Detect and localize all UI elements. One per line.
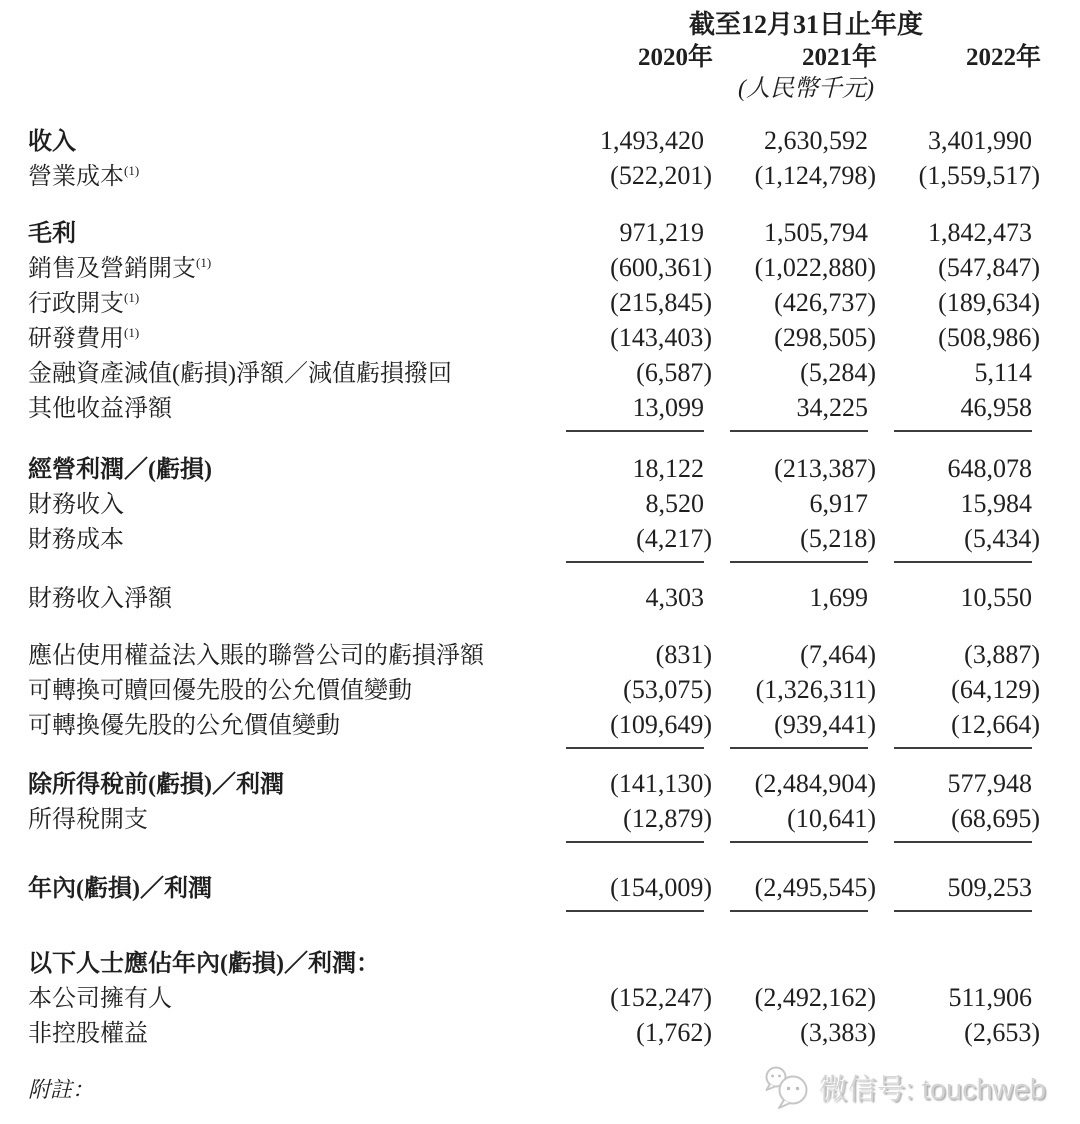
header-cols-area [540,8,1032,42]
period-title: 截至12月31日止年度 [688,10,923,39]
row-label-text: 應佔使用權益法入賬的聯營公司的虧損淨額 [28,643,484,669]
row-label [28,218,540,251]
row-label-text: 毛利 [28,221,76,247]
value-2022: 648,078 [947,454,1032,483]
column-underline [566,747,704,749]
row-label-text: 本公司擁有人 [28,986,172,1012]
column-rule-row [28,906,1032,918]
row-label-text: 收入 [28,129,76,155]
value-2022: (547,847) [938,253,1040,282]
year-header-2022: 2022年 [965,44,1041,71]
value-2021: (7,464) [800,640,876,669]
column-underline [730,561,868,563]
watermark-text: 微信号: touchweb [818,1073,1046,1106]
column-rule-row [28,426,1032,438]
value-2022: 511,906 [948,983,1032,1012]
value-2020: (6,587) [636,358,712,387]
value-2021: (1,124,798) [754,161,876,190]
rule-cell-2021 [704,837,868,849]
rule-cell-2022 [868,743,1032,755]
year-header-2020: 2020年 [637,44,713,71]
table-row [28,321,1040,356]
column-underline [566,841,704,843]
value-2021: (2,492,162) [754,983,876,1012]
rule-cell-2020 [540,743,704,755]
column-underline [730,747,868,749]
table-row [28,981,1032,1016]
header-cols-area [540,74,1032,104]
value-2021: (2,495,545) [754,873,876,902]
value-2021: 1,699 [809,583,868,612]
row-label [28,873,540,906]
row-label [28,710,540,743]
value-2022: 46,958 [960,393,1032,422]
row-label-text: 行政開支 [28,291,124,317]
rule-cell-2022 [868,557,1032,569]
column-underline [566,561,704,563]
row-label-text: 財務收入淨額 [28,586,172,612]
value-2020: (4,217) [636,524,712,553]
value-2020: (53,075) [623,675,712,704]
value-2021: (10,641) [787,804,876,833]
table-header-period [28,8,1032,42]
table-row [28,802,1040,837]
footnote-ref: (1) [124,163,140,178]
value-2020: (109,649) [610,710,712,739]
row-label [28,583,540,616]
row-label [28,1018,540,1051]
table-row [28,251,1040,286]
table-row [28,948,1032,981]
rule-label-spacer [28,906,540,918]
row-label [28,769,540,802]
column-underline [566,430,704,432]
row-label [28,288,540,321]
column-underline [730,910,868,912]
year-header-2021: 2021年 [801,44,877,71]
value-2021: (298,505) [774,323,876,352]
table-row [28,159,1040,194]
row-label [28,983,540,1016]
rule-cell-2022 [868,837,1032,849]
row-label-text: 財務收入 [28,492,124,518]
table-row [28,356,1032,391]
value-2022: (5,434) [964,524,1040,553]
table-row [28,673,1040,708]
row-label-text: 銷售及營銷開支 [28,256,196,282]
currency-note: (人民幣千元) [738,76,874,102]
value-2021: (426,737) [774,288,876,317]
row-label-text: 除所得稅前(虧損)／利潤 [28,772,284,798]
value-2020: 1,493,420 [600,126,704,155]
value-2021: (5,284) [800,358,876,387]
row-label [28,358,540,391]
header-label-spacer [28,42,540,74]
rule-cell-2021 [704,906,868,918]
row-label-text: 營業成本 [28,164,124,190]
value-2022: (508,986) [938,323,1040,352]
table-row [28,216,1032,251]
value-2022: 1,842,473 [928,218,1032,247]
value-2022: 10,550 [960,583,1032,612]
row-label [28,804,540,837]
rule-cell-2021 [704,426,868,438]
rule-cell-2020 [540,557,704,569]
row-label-text: 可轉換可贖回優先股的公允價值變動 [28,678,412,704]
table-row [28,581,1032,616]
row-label-text: 年內(虧損)／利潤 [28,876,212,902]
column-underline [566,910,704,912]
footnote-ref: (1) [124,290,140,305]
value-2022: 509,253 [947,873,1032,902]
value-2020: (12,879) [623,804,712,833]
value-2022: (3,887) [964,640,1040,669]
rule-cell-2020 [540,426,704,438]
row-label [28,126,540,159]
income-statement-table [28,124,1040,1051]
watermark [762,1064,1046,1110]
row-label [28,253,540,286]
rule-cell-2021 [704,743,868,755]
rule-cell-2020 [540,906,704,918]
row-label [28,640,540,673]
value-2020: (600,361) [610,253,712,282]
row-label-text: 金融資產減值(虧損)淨額／減值虧損撥回 [28,361,452,387]
value-2022: (12,664) [951,710,1040,739]
value-2022: 3,401,990 [928,126,1032,155]
value-2021: 34,225 [796,393,868,422]
value-2021: 6,917 [809,489,868,518]
column-rule-row [28,557,1032,569]
rule-cell-2021 [704,557,868,569]
row-label [28,524,540,557]
column-underline [730,430,868,432]
value-2021: (213,387) [774,454,876,483]
row-label [28,323,540,356]
wechat-icon [762,1064,812,1110]
rule-label-spacer [28,557,540,569]
row-label [28,454,540,487]
column-underline [730,841,868,843]
table-row [28,286,1040,321]
header-label-spacer [28,8,540,42]
column-underline [894,561,1032,563]
value-2021: (5,218) [800,524,876,553]
row-label-text: 以下人士應佔年內(虧損)／利潤： [28,951,380,977]
value-2022: (64,129) [951,675,1040,704]
row-label [28,393,540,426]
table-row [28,871,1032,906]
value-2022: (2,653) [964,1018,1040,1047]
value-2021: 2,630,592 [764,126,868,155]
table-header-currency [28,74,1032,104]
table-row [28,452,1032,487]
footnote-label: 附註： [28,1077,95,1102]
value-2021: 1,505,794 [764,218,868,247]
value-2021: (1,022,880) [754,253,876,282]
value-2020: (154,009) [610,873,712,902]
table-row [28,767,1032,802]
value-2022: 5,114 [974,358,1032,387]
column-underline [894,747,1032,749]
table-row [28,391,1032,426]
row-label-text: 財務成本 [28,527,124,553]
rule-label-spacer [28,426,540,438]
value-2020: 8,520 [645,489,704,518]
value-2020: (831) [655,640,712,669]
value-2020: (152,247) [610,983,712,1012]
table-row [28,708,1040,743]
rule-cell-2022 [868,426,1032,438]
rule-cell-2020 [540,837,704,849]
row-label-text: 可轉換優先股的公允價值變動 [28,713,340,739]
value-2022: 577,948 [947,769,1032,798]
year-columns [540,42,1041,74]
value-2020: 971,219 [619,218,704,247]
row-label [28,161,540,194]
value-2022: (68,695) [951,804,1040,833]
value-2021: (2,484,904) [754,769,876,798]
value-2021: (3,383) [800,1018,876,1047]
rule-label-spacer [28,837,540,849]
column-underline [894,430,1032,432]
row-label [28,489,540,522]
footnote-ref: (1) [124,325,140,340]
value-2020: 13,099 [632,393,704,422]
table-row [28,638,1040,673]
value-2020: (1,762) [636,1018,712,1047]
value-2022: 15,984 [960,489,1032,518]
column-rule-row [28,743,1032,755]
table-row [28,1016,1040,1051]
table-row [28,487,1032,522]
value-2022: (189,634) [938,288,1040,317]
rule-cell-2022 [868,906,1032,918]
row-label [28,948,540,981]
row-label-text: 所得稅開支 [28,807,148,833]
column-underline [894,841,1032,843]
header-label-spacer [28,74,540,104]
rule-label-spacer [28,743,540,755]
column-underline [894,910,1032,912]
row-label-text: 其他收益淨額 [28,396,172,422]
value-2021: (939,441) [774,710,876,739]
table-row [28,522,1040,557]
row-label [28,675,540,708]
row-label-text: 經營利潤／(虧損) [28,457,212,483]
value-2020: (141,130) [610,769,712,798]
column-rule-row [28,837,1032,849]
value-2020: (215,845) [610,288,712,317]
value-2020: (143,403) [610,323,712,352]
footnote-ref: (1) [196,255,212,270]
value-2020: (522,201) [610,161,712,190]
row-label-text: 非控股權益 [28,1021,148,1047]
row-label-text: 研發費用 [28,326,124,352]
value-2021: (1,326,311) [755,675,876,704]
value-2020: 18,122 [632,454,704,483]
value-2020: 4,303 [645,583,704,612]
value-2022: (1,559,517) [918,161,1040,190]
table-row [28,124,1032,159]
table-header-years [28,42,1041,74]
